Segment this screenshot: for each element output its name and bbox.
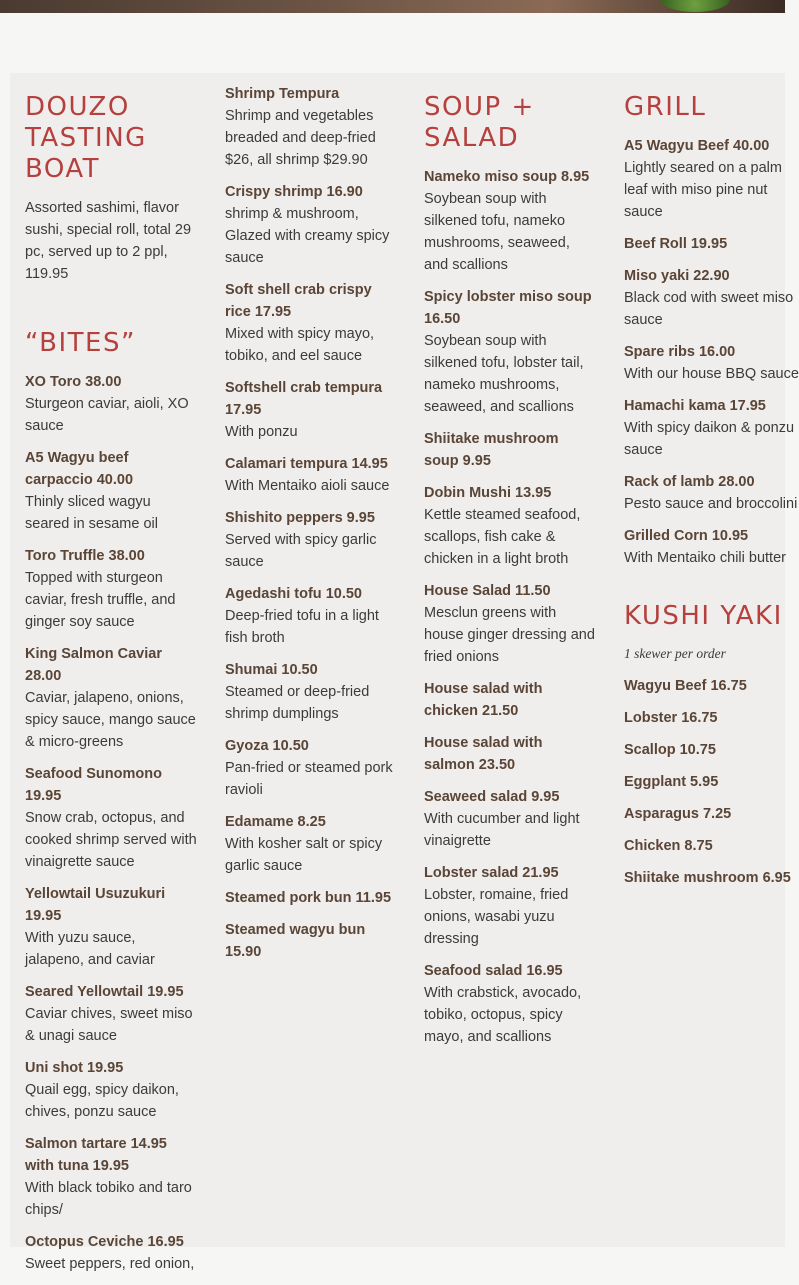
menu-item-description: With crabstick, avocado, tobiko, octopus, spicy mayo, and scallions xyxy=(424,985,582,1045)
menu-item xyxy=(624,707,799,729)
menu-item-description: With cucumber and light vinaigrette xyxy=(424,811,580,849)
menu-item xyxy=(424,286,596,418)
menu-item xyxy=(25,763,197,873)
menu-item xyxy=(225,279,395,367)
menu-item-name: Spicy lobster miso soup 16.50 xyxy=(424,289,592,327)
menu-item-name: Asparagus 7.25 xyxy=(624,806,732,822)
menu-item-description: Sweet peppers, red onion, xyxy=(25,1256,195,1272)
section-heading: DOUZO TASTING BOAT xyxy=(25,92,147,184)
menu-item-description: Deep-fried tofu in a light fish broth xyxy=(225,608,379,646)
menu-item-name: Chicken 8.75 xyxy=(624,838,713,854)
menu-item xyxy=(624,867,799,889)
menu-item-name: Hamachi kama 17.95 xyxy=(624,398,766,414)
section-intro: Assorted sashimi, flavor sushi, special roll, total 29 pc, served up to 2 ppl, 119.95 xyxy=(25,200,192,282)
menu-column-2 xyxy=(225,83,395,973)
menu-item-name: Edamame 8.25 xyxy=(225,814,326,830)
menu-item xyxy=(624,265,799,331)
menu-item-name: Seafood salad 16.95 xyxy=(424,963,563,979)
menu-item xyxy=(424,862,596,950)
menu-item xyxy=(225,507,395,573)
menu-item-description: Served with spicy garlic sauce xyxy=(225,532,377,570)
menu-item-description: Topped with sturgeon caviar, fresh truffle, and ginger soy sauce xyxy=(25,570,176,630)
menu-item xyxy=(624,233,799,255)
menu-item-name: Soft shell crab crispy rice 17.95 xyxy=(225,282,372,320)
menu-item-name: Spare ribs 16.00 xyxy=(624,344,736,360)
menu-item-name: House salad with salmon 23.50 xyxy=(424,735,543,773)
menu-item xyxy=(225,887,395,909)
menu-item xyxy=(25,1133,197,1221)
menu-item-description: Mixed with spicy mayo, tobiko, and eel sauce xyxy=(225,326,375,364)
menu-item-name: Salmon tartare 14.95 with tuna 19.95 xyxy=(25,1136,167,1174)
menu-item-name: Shiitake mushroom soup 9.95 xyxy=(424,431,559,469)
menu-item-description: With Mentaiko aioli sauce xyxy=(225,478,390,494)
menu-item xyxy=(624,135,799,223)
section-heading: “BITES” xyxy=(25,328,136,358)
menu-item xyxy=(25,883,197,971)
menu-item-name: King Salmon Caviar 28.00 xyxy=(25,646,162,684)
menu-item xyxy=(424,428,596,472)
menu-item xyxy=(624,835,799,857)
menu-item-name: Dobin Mushi 13.95 xyxy=(424,485,552,501)
menu-item xyxy=(424,960,596,1048)
menu-item-description: Shrimp and vegetables breaded and deep-fried $26, all shrimp $29.90 xyxy=(225,108,376,168)
menu-item xyxy=(624,739,799,761)
menu-item-description: Pan-fried or steamed pork ravioli xyxy=(225,760,393,798)
menu-item-description: Caviar, jalapeno, onions, spicy sauce, mango sauce & micro-greens xyxy=(25,690,196,750)
menu-item-name: Seared Yellowtail 19.95 xyxy=(25,984,184,1000)
menu-item-name: Shiitake mushroom 6.95 xyxy=(624,870,791,886)
menu-item-name: Yellowtail Usuzukuri 19.95 xyxy=(25,886,166,924)
menu-item-name: Scallop 10.75 xyxy=(624,742,716,758)
menu-item-name: Steamed pork bun 11.95 xyxy=(225,890,392,906)
section-note: 1 skewer per order xyxy=(624,646,726,661)
menu-item-description: With black tobiko and taro chips/ xyxy=(25,1180,192,1218)
menu-item xyxy=(424,166,596,276)
menu-item-name: Toro Truffle 38.00 xyxy=(25,548,145,564)
menu-item xyxy=(25,981,197,1047)
section-heading: SOUP + SALAD xyxy=(424,92,535,153)
menu-item-name: Shishito peppers 9.95 xyxy=(225,510,375,526)
menu-item-name: Calamari tempura 14.95 xyxy=(225,456,388,472)
menu-item-name: XO Toro 38.00 xyxy=(25,374,122,390)
menu-item-name: Grilled Corn 10.95 xyxy=(624,528,749,544)
menu-item-name: Seafood Sunomono 19.95 xyxy=(25,766,162,804)
menu-item xyxy=(424,580,596,668)
menu-item xyxy=(25,1231,197,1275)
menu-item xyxy=(225,83,395,171)
menu-item-name: Softshell crab tempura 17.95 xyxy=(225,380,383,418)
menu-column-3 xyxy=(424,92,596,1058)
menu-item-description: Lightly seared on a palm leaf with miso pine nut sauce xyxy=(624,160,782,220)
menu-item-name: Octopus Ceviche 16.95 xyxy=(25,1234,184,1250)
menu-item xyxy=(25,447,197,535)
menu-item-name: A5 Wagyu Beef 40.00 xyxy=(624,138,770,154)
section-heading: GRILL xyxy=(624,92,707,122)
menu-item-description: shrimp & mushroom, Glazed with creamy spicy sauce xyxy=(225,206,390,266)
menu-item-description: With Mentaiko chili butter xyxy=(624,550,786,566)
menu-item-name: House Salad 11.50 xyxy=(424,583,551,599)
menu-item-description: Pesto sauce and broccolini xyxy=(624,496,798,512)
menu-item xyxy=(624,395,799,461)
section-spacer xyxy=(25,306,197,328)
menu-item-name: Shrimp Tempura xyxy=(225,86,340,102)
section-spacer xyxy=(624,579,799,601)
menu-item-description: Soybean soup with silkened tofu, lobster tail, nameko mushrooms, seaweed, and scallions xyxy=(424,333,584,415)
menu-item-name: Uni shot 19.95 xyxy=(25,1060,124,1076)
menu-item xyxy=(25,545,197,633)
menu-item xyxy=(25,371,197,437)
menu-item xyxy=(225,583,395,649)
menu-item xyxy=(424,786,596,852)
menu-item-description: Thinly sliced wagyu seared in sesame oil xyxy=(25,494,158,532)
menu-panel xyxy=(10,73,799,1272)
menu-item-description: With kosher salt or spicy garlic sauce xyxy=(225,836,383,874)
menu-item xyxy=(624,675,799,697)
menu-item-description: With ponzu xyxy=(225,424,298,440)
menu-item-description: Kettle steamed seafood, scallops, fish cake & chicken in a light broth xyxy=(424,507,581,567)
menu-item xyxy=(225,919,395,963)
menu-item-name: Seaweed salad 9.95 xyxy=(424,789,560,805)
menu-item-name: Steamed wagyu bun 15.90 xyxy=(225,922,366,960)
menu-item-description: With spicy daikon & ponzu sauce xyxy=(624,420,795,458)
menu-item xyxy=(624,341,799,385)
menu-item-description: Snow crab, octopus, and cooked shrimp served with vinaigrette sauce xyxy=(25,810,197,870)
menu-item-name: Miso yaki 22.90 xyxy=(624,268,730,284)
garnish-leaf-image xyxy=(660,0,730,12)
menu-item-description: Soybean soup with silkened tofu, nameko mushrooms, seaweed, and scallions xyxy=(424,191,570,273)
menu-item-name: Nameko miso soup 8.95 xyxy=(424,169,590,185)
menu-item-name: Rack of lamb 28.00 xyxy=(624,474,755,490)
menu-item-name: Gyoza 10.50 xyxy=(225,738,309,754)
menu-item-description: Mesclun greens with house ginger dressing and fried onions xyxy=(424,605,595,665)
menu-item xyxy=(624,471,799,515)
menu-item-description: Caviar chives, sweet miso & unagi sauce xyxy=(25,1006,193,1044)
menu-item xyxy=(225,735,395,801)
menu-item xyxy=(25,643,197,753)
menu-item xyxy=(424,678,596,722)
menu-item-name: Lobster salad 21.95 xyxy=(424,865,559,881)
menu-item-name: Lobster 16.75 xyxy=(624,710,718,726)
menu-item-name: Crispy shrimp 16.90 xyxy=(225,184,363,200)
hero-image-strip xyxy=(0,0,785,13)
menu-item-description: Sturgeon caviar, aioli, XO sauce xyxy=(25,396,189,434)
menu-item xyxy=(624,525,799,569)
menu-item-description: Steamed or deep-fried shrimp dumplings xyxy=(225,684,370,722)
menu-item xyxy=(424,732,596,776)
menu-item-name: Eggplant 5.95 xyxy=(624,774,719,790)
menu-item xyxy=(424,482,596,570)
menu-item xyxy=(25,1057,197,1123)
menu-item xyxy=(225,181,395,269)
menu-column-4 xyxy=(624,92,799,899)
menu-item-name: Shumai 10.50 xyxy=(225,662,318,678)
menu-item-name: Wagyu Beef 16.75 xyxy=(624,678,747,694)
menu-item xyxy=(225,659,395,725)
menu-item-description: Quail egg, spicy daikon, chives, ponzu sauce xyxy=(25,1082,179,1120)
menu-item xyxy=(624,803,799,825)
menu-item xyxy=(225,453,395,497)
menu-item-description: Lobster, romaine, fried onions, wasabi yuzu dressing xyxy=(424,887,569,947)
menu-item xyxy=(624,771,799,793)
menu-item-description: With our house BBQ sauce xyxy=(624,366,799,382)
menu-column-1 xyxy=(25,92,197,1285)
menu-item-name: Beef Roll 19.95 xyxy=(624,236,728,252)
menu-item xyxy=(225,377,395,443)
menu-item-description: Black cod with sweet miso sauce xyxy=(624,290,794,328)
menu-item-name: House salad with chicken 21.50 xyxy=(424,681,543,719)
menu-item xyxy=(225,811,395,877)
section-heading: KUSHI YAKI xyxy=(624,601,783,631)
menu-item-name: A5 Wagyu beef carpaccio 40.00 xyxy=(25,450,134,488)
menu-item-description: With yuzu sauce, jalapeno, and caviar xyxy=(25,930,155,968)
menu-item-name: Agedashi tofu 10.50 xyxy=(225,586,362,602)
